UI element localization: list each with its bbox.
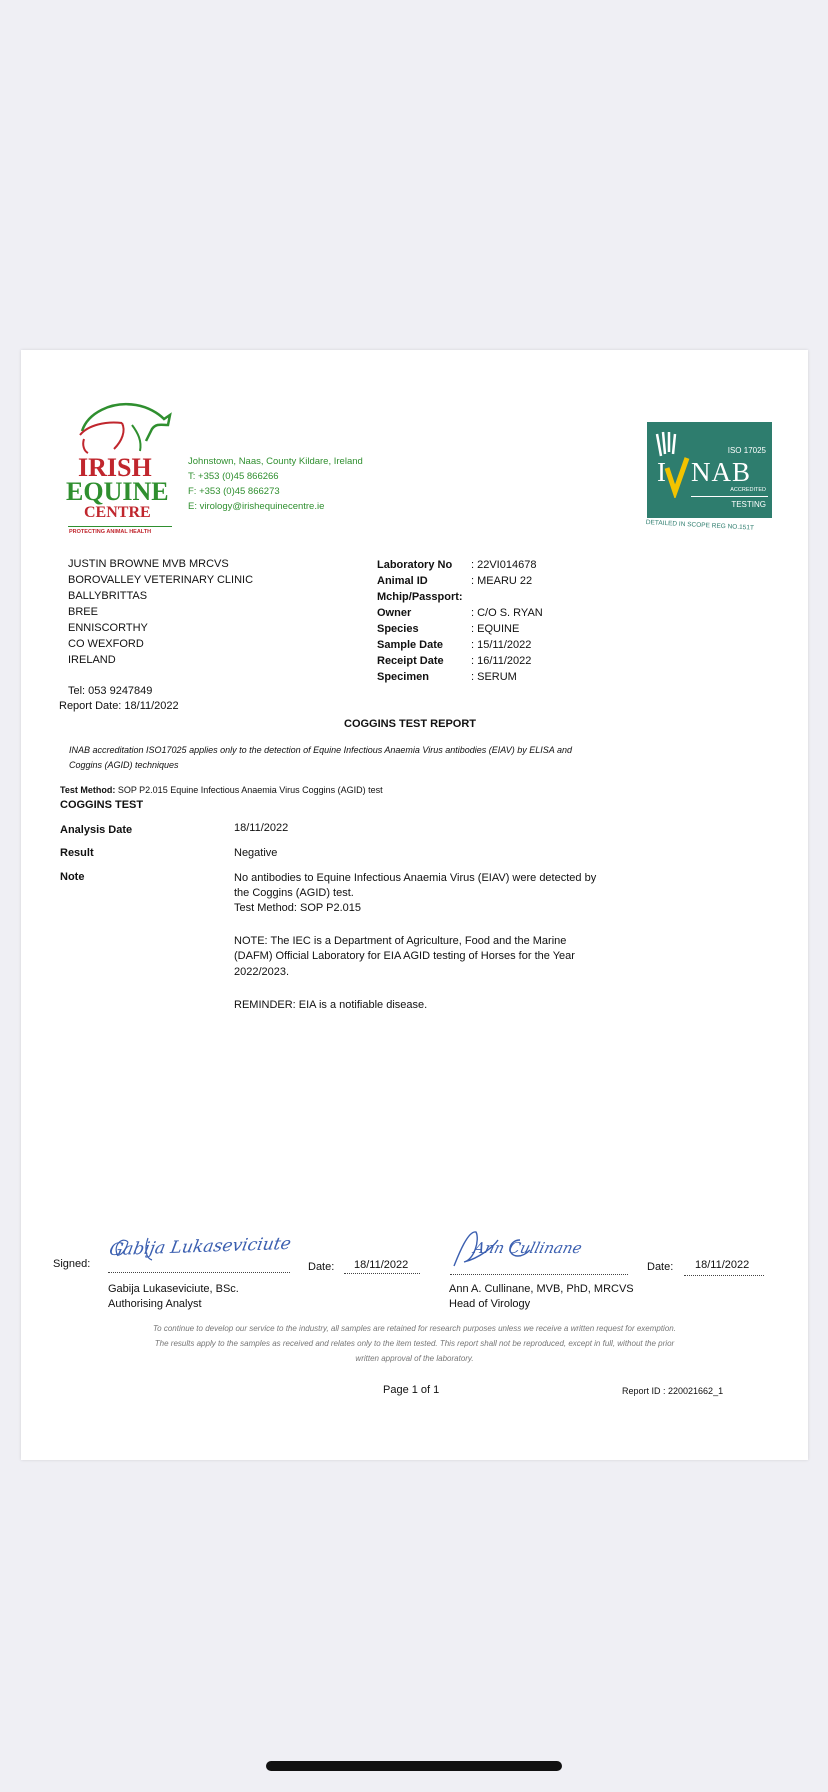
- report-title: COGGINS TEST REPORT: [344, 718, 477, 730]
- logo-text-centre: CENTRE: [84, 504, 151, 521]
- detail-label-lab-no: Laboratory No: [377, 559, 453, 571]
- detail-value-animal-id: : MEARU 22: [471, 575, 533, 587]
- signed-label: Signed:: [53, 1258, 91, 1270]
- logo-text-equine: EQUINE: [66, 477, 169, 506]
- note-line-1: No antibodies to Equine Infectious Anaemia Virus (EIAV) were detected by: [234, 872, 597, 884]
- recipient-line-6: CO WEXFORD: [68, 638, 144, 650]
- report-date: Report Date: 18/11/2022: [59, 700, 179, 712]
- lab-email: E: virology@irishequinecentre.ie: [188, 501, 325, 512]
- page-number: Page 1 of 1: [383, 1384, 440, 1396]
- note-line-6: (DAFM) Official Laboratory for EIA AGID testing of Horses for the Year: [234, 950, 575, 962]
- recipient-line-2: BOROVALLEY VETERINARY CLINIC: [68, 574, 254, 586]
- note-line-3: Test Method: SOP P2.015: [234, 902, 361, 914]
- inab-iso-label: ISO 17025: [727, 446, 766, 455]
- inab-scope: DETAILED IN SCOPE REG NO.151T: [645, 519, 755, 532]
- result-value: Negative: [234, 847, 278, 859]
- analysis-date-value: 18/11/2022: [234, 822, 289, 834]
- signature-1-date-label: Date:: [308, 1261, 335, 1273]
- detail-label-sample-date: Sample Date: [377, 639, 444, 651]
- detail-value-owner: : C/O S. RYAN: [471, 607, 543, 619]
- test-method-line: [60, 784, 383, 797]
- accreditation-note-1: INAB accreditation ISO17025 applies only to the detection of Equine Infectious Anaemia Virus antibodies (EIAV) by ELISA and: [69, 745, 572, 755]
- recipient-line-4: BREE: [68, 606, 98, 618]
- logo-divider: [68, 526, 172, 527]
- note-line-9: REMINDER: EIA is a notifiable disease.: [234, 999, 428, 1011]
- footer-disclaimer-2: The results apply to the samples as received and relates only to the item tested. This report shall not be reproduced, except in full, without the prior: [154, 1339, 675, 1348]
- detail-label-specimen: Specimen: [377, 671, 429, 683]
- detail-value-receipt-date: : 16/11/2022: [471, 655, 532, 667]
- detail-value-species: : EQUINE: [471, 623, 520, 635]
- test-method-value: SOP P2.015 Equine Infectious Anaemia Virus Coggins (AGID) test: [115, 785, 383, 795]
- detail-label-receipt-date: Receipt Date: [377, 655, 444, 667]
- note-line-7: 2022/2023.: [234, 966, 290, 978]
- note-line-2: the Coggins (AGID) test.: [234, 887, 354, 899]
- horse-logo-icon: [66, 395, 178, 457]
- lab-fax: F: +353 (0)45 866273: [188, 486, 280, 497]
- irish-equine-centre-logo: [66, 395, 178, 545]
- test-method-label: Test Method:: [60, 785, 116, 795]
- footer-disclaimer-1: To continue to develop our service to the industry, all samples are retained for research purposes unless we receive a written request for exemption.: [153, 1324, 676, 1333]
- signature-2-script: Ann Cullinane: [471, 1239, 584, 1257]
- signature-2: [450, 1226, 630, 1270]
- recipient-line-5: ENNISCORTHY: [68, 622, 148, 634]
- inab-rule: [691, 496, 768, 497]
- section-title: COGGINS TEST: [60, 799, 144, 811]
- signature-2-date: 18/11/2022: [695, 1259, 750, 1271]
- note-label: Note: [60, 871, 85, 883]
- accreditation-note-2: Coggins (AGID) techniques: [69, 760, 179, 770]
- signature-1-date: 18/11/2022: [354, 1259, 409, 1271]
- note-line-5: NOTE: The IEC is a Department of Agriculture, Food and the Marine: [234, 935, 567, 947]
- detail-value-specimen: : SERUM: [471, 671, 517, 683]
- detail-value-sample-date: : 15/11/2022: [471, 639, 532, 651]
- inab-accredited: ACCREDITED: [730, 487, 766, 493]
- inab-accreditation-badge: [647, 422, 772, 518]
- signature-1-name: Gabija Lukaseviciute, BSc.: [108, 1283, 239, 1295]
- inab-testing: TESTING: [731, 500, 766, 509]
- signature-2-role: Head of Virology: [449, 1298, 531, 1310]
- signature-1-script: Gabija Lukaseviciute: [107, 1233, 293, 1261]
- report-id: Report ID : 220021662_1: [622, 1386, 724, 1396]
- analysis-date-label: Analysis Date: [60, 824, 133, 836]
- recipient-line-1: JUSTIN BROWNE MVB MRCVS: [68, 558, 229, 570]
- logo-text-irish: IRISH: [78, 453, 152, 482]
- detail-value-lab-no: : 22VI014678: [471, 559, 537, 571]
- signature-2-date-line: [684, 1275, 764, 1276]
- signature-1: [107, 1232, 293, 1268]
- footer-disclaimer-3: written approval of the laboratory.: [355, 1354, 474, 1363]
- home-indicator[interactable]: [266, 1761, 562, 1771]
- result-label: Result: [60, 847, 94, 859]
- inab-i-letter: I: [657, 457, 666, 487]
- signature-2-line: [450, 1274, 628, 1275]
- recipient-line-3: BALLYBRITTAS: [68, 590, 148, 602]
- logo-tagline: PROTECTING ANIMAL HEALTH: [69, 529, 152, 535]
- detail-label-mchip: Mchip/Passport:: [377, 591, 463, 603]
- signature-2-name: Ann A. Cullinane, MVB, PhD, MRCVS: [449, 1283, 634, 1295]
- signature-1-role: Authorising Analyst: [108, 1298, 202, 1310]
- inab-mark: NAB: [691, 457, 752, 487]
- lab-address: Johnstown, Naas, County Kildare, Ireland: [188, 456, 363, 467]
- lab-phone: T: +353 (0)45 866266: [188, 471, 279, 482]
- recipient-tel: Tel: 053 9247849: [68, 685, 153, 697]
- signature-1-line: [108, 1272, 290, 1273]
- detail-label-owner: Owner: [377, 607, 412, 619]
- signature-1-date-line: [344, 1273, 420, 1274]
- recipient-line-7: IRELAND: [68, 654, 116, 666]
- detail-label-species: Species: [377, 623, 419, 635]
- signature-2-date-label: Date:: [647, 1261, 674, 1273]
- detail-label-animal-id: Animal ID: [377, 575, 428, 587]
